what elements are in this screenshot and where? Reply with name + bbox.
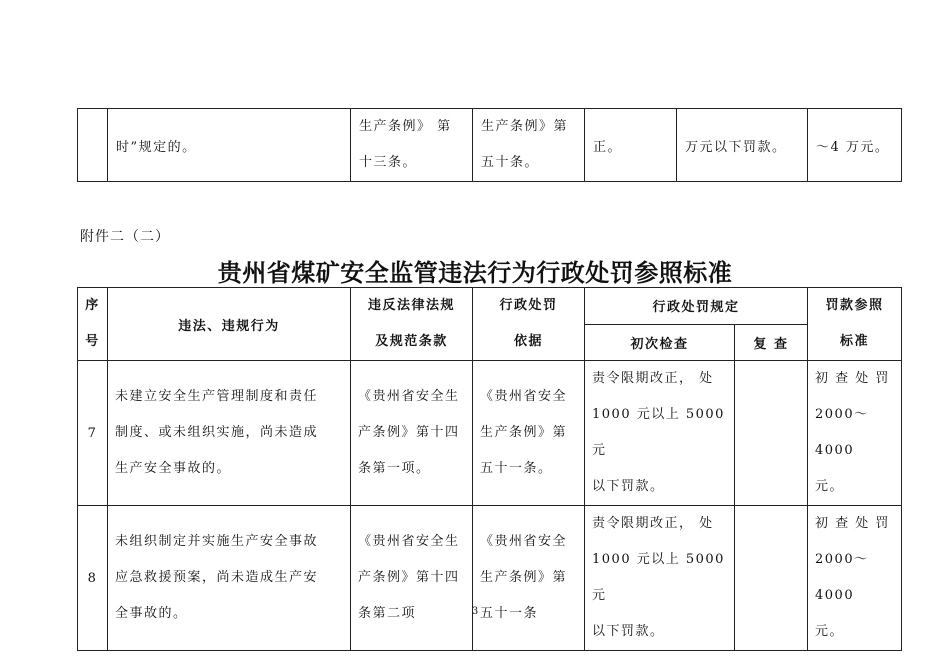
header-fine: 罚款参照 标准 xyxy=(808,288,902,361)
cell-law: 生产条例》 第 十三条。 xyxy=(351,109,473,182)
header-no: 序 号 xyxy=(78,288,108,361)
cell-basis: 生产条例》第 五十条。 xyxy=(473,109,585,182)
header-law: 违反法律法规 及规范条款 xyxy=(351,288,473,361)
cell-fine: 初 查 处 罚 2000～4000 元。 xyxy=(808,361,902,506)
page-title: 贵州省煤矿安全监管违法行为行政处罚参照标准 xyxy=(217,259,733,287)
table-row xyxy=(78,109,902,182)
appendix-label: 附件二（二） xyxy=(80,229,170,245)
page-number: 3 xyxy=(471,606,479,617)
cell-no: 8 xyxy=(78,506,108,651)
cell-first-check: 正。 xyxy=(585,109,677,182)
continued-table xyxy=(77,108,902,182)
cell-recheck xyxy=(735,361,808,506)
cell-first-check: 责令限期改正， 处 1000 元以上 5000 元 以下罚款。 xyxy=(585,506,735,651)
cell-law: 《贵州省安全生 产条例》第十四 条第二项 xyxy=(351,506,473,651)
header-rules: 行政处罚规定 xyxy=(585,288,808,325)
cell-behavior: 未建立安全生产管理制度和责任 制度、或未组织实施，尚未造成 生产安全事故的。 xyxy=(108,361,351,506)
cell-basis: 《贵州省安全 生产条例》第 五十一条。 xyxy=(473,361,585,506)
cell-fine: ～4 万元。 xyxy=(808,109,902,182)
header-row xyxy=(78,288,902,325)
cell-fine: 初 查 处 罚 2000～4000 元。 xyxy=(808,506,902,651)
cell-recheck: 万元以下罚款。 xyxy=(677,109,808,182)
header-behavior: 违法、违规行为 xyxy=(108,288,351,361)
cell-basis: 《贵州省安全 生产条例》第 五十一条 xyxy=(473,506,585,651)
penalty-table xyxy=(77,287,902,651)
header-basis: 行政处罚 依据 xyxy=(473,288,585,361)
cell-recheck xyxy=(735,506,808,651)
cell-behavior: 时”规定的。 xyxy=(108,109,351,182)
table-row xyxy=(78,506,902,651)
cell-no: 7 xyxy=(78,361,108,506)
cell-first-check: 责令限期改正， 处 1000 元以上 5000 元 以下罚款。 xyxy=(585,361,735,506)
cell-law: 《贵州省安全生 产条例》第十四 条第一项。 xyxy=(351,361,473,506)
cell-no xyxy=(78,109,108,182)
header-recheck: 复 查 xyxy=(735,324,808,361)
header-first-check: 初次检查 xyxy=(585,324,735,361)
table-row xyxy=(78,361,902,506)
cell-behavior: 未组织制定并实施生产安全事故 应急救援预案，尚未造成生产安 全事故的。 xyxy=(108,506,351,651)
